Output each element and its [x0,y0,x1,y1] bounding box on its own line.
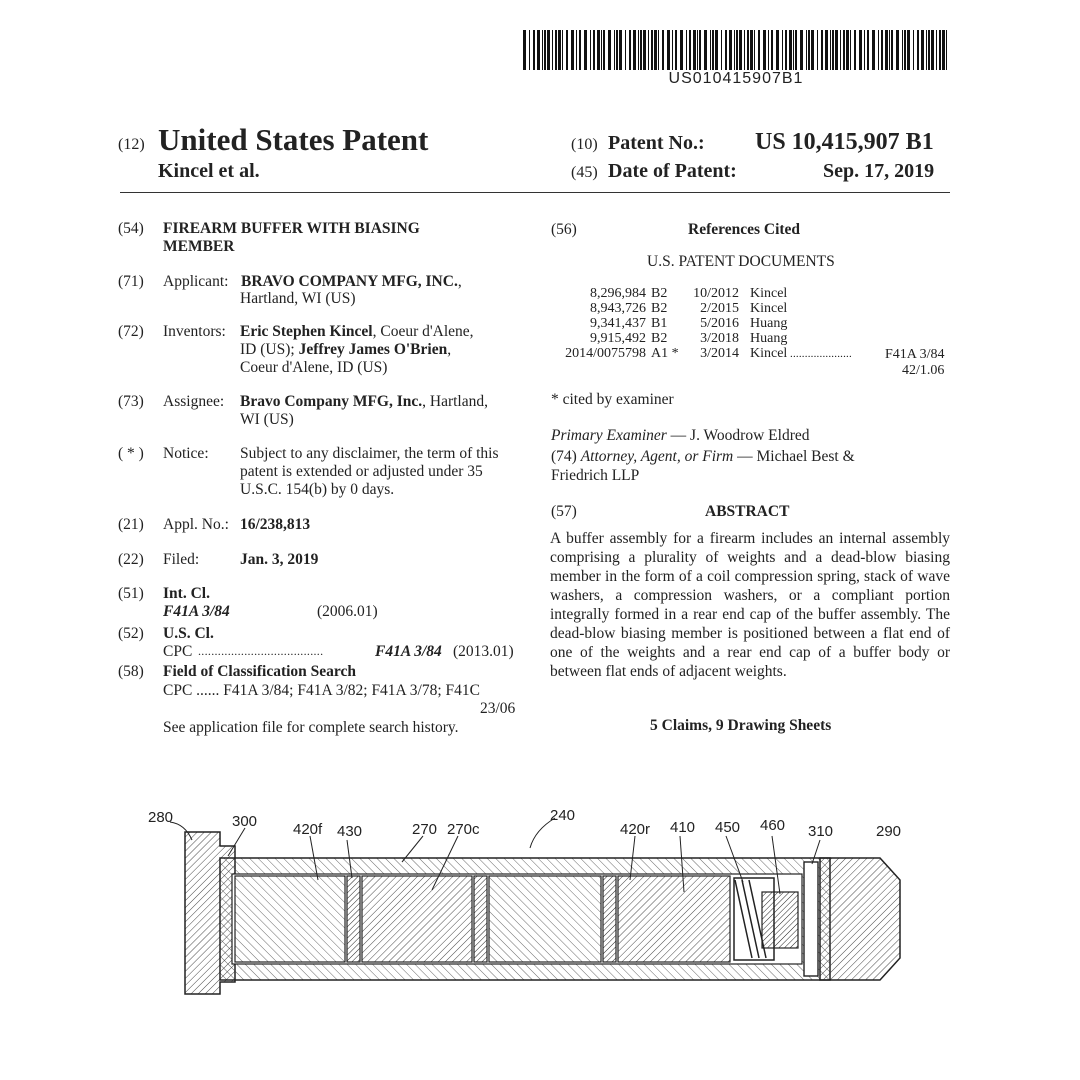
header-rule [120,192,950,193]
barcode-bar [544,30,546,70]
intcl-class: F41A 3/84 [163,603,230,620]
barcode-bar [689,30,691,70]
field-line-1: CPC ...... F41A 3/84; F41A 3/82; F41A 3/78; F41C [163,682,480,699]
ref-name: Kincel [750,346,788,361]
barcode-bar [936,30,937,70]
barcode-bar [640,30,642,70]
barcode-bar [904,30,906,70]
barcode-bar [537,30,540,70]
intcl-label: Int. Cl. [163,585,210,602]
notice-label: Notice: [163,445,209,462]
barcode-bar [680,30,683,70]
barcode-bar [654,30,657,70]
barcode-bar [699,30,701,70]
barcode-bar [566,30,568,70]
notice-code: ( * ) [118,445,144,462]
filed-code: (22) [118,551,144,568]
uscl-label: U.S. Cl. [163,625,214,642]
barcode-bar [651,30,653,70]
ref-number: 9,915,492 [590,331,646,346]
barcode-bar [789,30,792,70]
barcode-bar [891,30,893,70]
inventor-1-location: , Coeur d'Alene, [372,323,474,340]
filed-date: Jan. 3, 2019 [240,551,319,568]
ref-last-class: F41A 3/84 [885,347,945,362]
barcode-bar [872,30,875,70]
barcode-bar [817,30,818,70]
barcode-bar [821,30,823,70]
code-10: (10) [571,136,598,153]
barcode-bar [571,30,574,70]
inventors-label: Inventors: [163,323,226,340]
primary-examiner-name: — J. Woodrow Eldred [670,427,810,444]
ref-date: 10/2012 [693,286,739,301]
reference-numeral-420f: 420f [293,821,323,838]
barcode-bar [881,30,883,70]
barcode-bar [633,30,636,70]
inventor-2-prefix: ID (US); [240,341,299,358]
barcode-bar [616,30,618,70]
barcode-bar [771,30,773,70]
ref-name: Kincel [750,301,788,316]
barcode [523,30,949,70]
inventor-1 [240,323,474,340]
barcode-bar [840,30,841,70]
barcode-bar [806,30,807,70]
notice-line-1: Subject to any disclaimer, the term of this [240,445,499,462]
notice-line-2: patent is extended or adjusted under 35 [240,463,483,480]
reference-numeral-410: 410 [670,819,696,836]
barcode-bar [867,30,869,70]
assignee-location: , Hartland, [422,393,488,410]
reference-numerals [148,807,901,840]
barcode-bar [864,30,865,70]
ref-date: 5/2016 [700,316,739,331]
intcl-code: (51) [118,585,144,602]
cpc-year: (2013.01) [453,643,514,660]
applicant-name: BRAVO COMPANY MFG, INC. [241,273,458,290]
barcode-bar [555,30,557,70]
barcode-bar [850,30,851,70]
attorney-label: Attorney, Agent, or Firm [580,448,734,465]
barcode-bar [750,30,753,70]
primary-examiner-label: Primary Examiner [551,427,667,444]
intcl-year: (2006.01) [317,603,378,620]
applicant-label: Applicant: [163,273,229,290]
attorney [551,448,855,466]
reference-numeral-280: 280 [148,809,174,826]
barcode-bar [795,30,797,70]
barcode-bar [825,30,828,70]
ref-last-class-2: 42/1.06 [902,363,945,378]
primary-examiner [551,427,809,445]
barcode-bar [658,30,659,70]
ref-kind: B2 [651,301,668,316]
barcode-bar [584,30,587,70]
field-code: (58) [118,663,144,680]
assignee-code: (73) [118,393,144,410]
barcode-bar [542,30,543,70]
barcode-bar [608,30,611,70]
barcode-bar [859,30,862,70]
inventors-code: (72) [118,323,144,340]
barcode-bar [721,30,722,70]
barcode-bar [854,30,856,70]
barcode-bar [889,30,890,70]
uscl-code: (52) [118,625,144,642]
barcode-bar [601,30,602,70]
reference-numeral-270c: 270c [447,821,480,838]
assignee-location-2: WI (US) [240,411,294,428]
patent-number: US 10,415,907 B1 [755,129,934,155]
code-12: (12) [118,136,145,153]
abstract-title: ABSTRACT [705,503,790,520]
barcode-bar [739,30,742,70]
barcode-bar [638,30,639,70]
field-label: Field of Classification Search [163,663,357,680]
barcode-bar [552,30,553,70]
notice-line-3: U.S.C. 154(b) by 0 days. [240,481,395,498]
cpc-prefix: CPC [163,643,193,660]
ref-date: 3/2014 [700,346,739,361]
applicant-code: (71) [118,273,144,290]
reference-numeral-290: 290 [876,823,902,840]
assignee-name: Bravo Company MFG, Inc. [240,393,423,410]
barcode-bar [662,30,664,70]
barcode-bar [533,30,535,70]
ref-name: Huang [750,331,788,346]
barcode-bar [917,30,919,70]
ref-kind: A1 * [651,346,679,361]
barcode-bar [835,30,838,70]
ref-last-dots: ..................... [790,348,852,360]
barcode-bar [800,30,803,70]
barcode-bar [597,30,600,70]
references-title: References Cited [688,221,801,238]
reference-numeral-310: 310 [808,823,834,840]
doc-type-title: United States Patent [158,122,429,157]
barcode-bar [926,30,927,70]
ref-kind: B2 [651,331,668,346]
reference-numeral-300: 300 [232,813,258,830]
barcode-bar [885,30,888,70]
ref-number: 2014/0075798 [565,346,646,361]
barcode-bar [614,30,615,70]
barcode-bar [529,30,530,70]
barcode-bar [712,30,714,70]
ref-kind: B1 [651,316,668,331]
barcode-bar [846,30,849,70]
front-cap [820,858,900,980]
applicant-comma: , [457,273,462,290]
barcode-bar [547,30,550,70]
barcode-bar [693,30,696,70]
barcode-bar [725,30,727,70]
weight-410 [618,876,730,962]
barcode-bar [643,30,646,70]
barcode-bar [558,30,561,70]
barcode-bar [629,30,631,70]
appl-number: 16/238,813 [240,516,311,533]
ref-kind: B2 [651,286,668,301]
barcode-bar [830,30,831,70]
barcode-bar [785,30,787,70]
retaining-ring [804,862,818,976]
assignee-label: Assignee: [163,393,225,410]
attorney-name: — Michael Best & [737,448,855,465]
barcode-bar [675,30,677,70]
barcode-bar [843,30,845,70]
barcode-bar [808,30,810,70]
barcode-bar [763,30,766,70]
claims-sheets: 5 Claims, 9 Drawing Sheets [650,717,832,734]
barcode-bar [907,30,910,70]
ref-number: 8,296,984 [590,286,646,301]
assignee [240,393,488,410]
barcode-bar [562,30,563,70]
barcode-bar [928,30,930,70]
barcode-bar [672,30,673,70]
title-line-1: FIREARM BUFFER WITH BIASING [163,220,420,237]
barcode-bar [734,30,735,70]
patent-date: Sep. 17, 2019 [823,160,935,182]
washer-2 [474,876,487,962]
weight-1 [235,876,345,962]
inventor-2-comma: , [447,341,452,358]
cpc-class: F41A 3/84 [375,643,442,660]
barcode-bar [793,30,794,70]
inventor-1-name: Eric Stephen Kincel [240,323,373,340]
inventor-2-name: Jeffrey James O'Brien [298,341,448,358]
filed-label: Filed: [163,551,200,568]
attorney-code: (74) [551,448,577,465]
appl-code: (21) [118,516,144,533]
cited-by-examiner-note: * cited by examiner [551,391,674,408]
ref-name: Kincel [750,286,788,301]
barcode-bar [729,30,732,70]
appl-label: Appl. No.: [163,516,229,533]
attorney-name-2: Friedrich LLP [551,467,640,484]
title-code: (54) [118,220,144,237]
ref-number: 9,341,437 [590,316,646,331]
barcode-bar [744,30,745,70]
inventor-short: Kincel et al. [158,160,260,182]
code-45: (45) [571,164,598,181]
barcode-bar [902,30,903,70]
weight-2 [362,876,472,962]
barcode-bar [782,30,783,70]
barcode-bar [747,30,749,70]
barcode-bar [758,30,760,70]
ref-date: 2/2015 [700,301,739,316]
barcode-bar [715,30,718,70]
barcode-bar [648,30,649,70]
barcode-bar [832,30,834,70]
ref-date: 3/2018 [700,331,739,346]
reference-numeral-430: 430 [337,823,363,840]
weight-3 [489,876,601,962]
field-line-2: 23/06 [480,700,516,717]
title-line-2: MEMBER [163,238,235,255]
reference-numeral-460: 460 [760,817,786,834]
barcode-bar [619,30,622,70]
barcode-bar [667,30,670,70]
barcode-bar [579,30,581,70]
applicant-name-row [241,273,462,290]
barcode-bar [942,30,945,70]
cpc-dots: ...................................... [198,644,324,658]
barcode-bar [768,30,769,70]
barcode-bar [603,30,605,70]
barcode-bar [593,30,595,70]
ref-name: Huang [750,316,788,331]
barcode-bar [590,30,591,70]
barcode-bar [736,30,738,70]
barcode-bar [686,30,687,70]
references-subtitle: U.S. PATENT DOCUMENTS [647,253,835,270]
barcode-bar [878,30,879,70]
barcode-bar [697,30,698,70]
barcode-bar [811,30,814,70]
date-label: Date of Patent: [608,160,737,182]
barcode-bar [704,30,707,70]
washer-420r [603,876,616,962]
barcode-bar [710,30,711,70]
abstract-code: (57) [551,503,577,520]
barcode-bar [946,30,947,70]
reference-numeral-240: 240 [550,807,576,824]
barcode-bar [523,30,526,70]
barcode-bar [896,30,899,70]
washer-430 [347,876,360,962]
plunger [762,892,798,948]
reference-numeral-420r: 420r [620,821,651,838]
barcode-number: US010415907B1 [668,70,804,87]
reference-numeral-270: 270 [412,821,438,838]
references-code: (56) [551,221,577,238]
ref-number: 8,943,726 [590,301,646,316]
barcode-bar [754,30,755,70]
reference-numeral-450: 450 [715,819,741,836]
applicant-location: Hartland, WI (US) [240,290,356,307]
barcode-bar [776,30,779,70]
barcode-bar [939,30,941,70]
barcode-bar [576,30,577,70]
inventor-2 [240,341,451,358]
barcode-bar [913,30,914,70]
barcode-bar [921,30,924,70]
abstract-body: A buffer assembly for a firearm includes an internal assembly comprising a plurality of weights and a dead-blow biasing member in the form of a coil compression spring, stack of wave washers, a compression washers, or a compliant portion integrally formed in a rear end cap of the buffer assembly. The dead-blow biasing member is positioned between a flat end of one of the weights and a rear end cap of a buffer body or between flat ends of adjacent weights. [550,530,950,680]
inventor-2-location: Coeur d'Alene, ID (US) [240,359,388,376]
field-note: See application file for complete search history. [163,719,459,736]
barcode-bar [931,30,934,70]
patent-no-label: Patent No.: [608,132,705,154]
buffer-assembly-drawing [140,800,940,1000]
barcode-bar [625,30,626,70]
